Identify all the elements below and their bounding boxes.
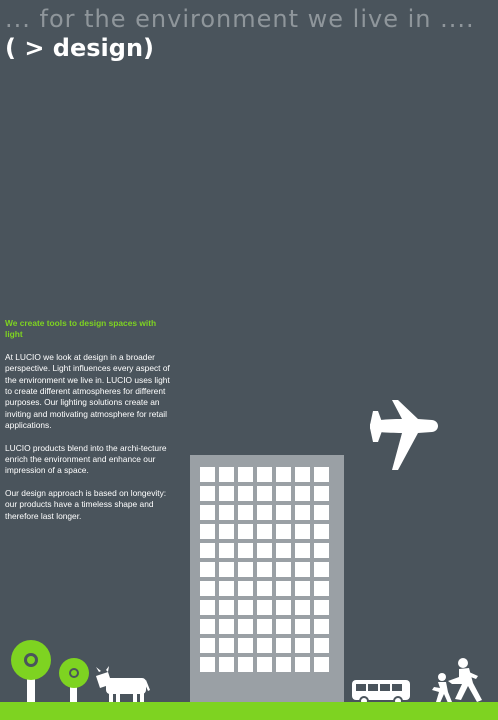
building-window xyxy=(238,581,253,596)
building-window xyxy=(314,619,329,634)
building-window xyxy=(257,505,272,520)
building-window xyxy=(200,638,215,653)
building-window xyxy=(314,600,329,615)
airplane-icon xyxy=(370,400,438,470)
building-window xyxy=(276,581,291,596)
building-window xyxy=(257,562,272,577)
intro-paragraph-3: Our design approach is based on longevity: our products have a timeless shape and therefore last longer. xyxy=(5,487,167,521)
building-window xyxy=(314,505,329,520)
building-window xyxy=(295,638,310,653)
building-window xyxy=(219,657,234,672)
building-window xyxy=(257,581,272,596)
building-window xyxy=(257,524,272,539)
building-window xyxy=(219,562,234,577)
building-window xyxy=(200,562,215,577)
building-window xyxy=(295,467,310,482)
bus-icon xyxy=(352,680,410,705)
cow-icon xyxy=(96,666,150,704)
building-window xyxy=(219,505,234,520)
building-window xyxy=(257,657,272,672)
building-window xyxy=(200,543,215,558)
building-window xyxy=(238,467,253,482)
intro-paragraph-2: LUCIO products blend into the archi-tecture enrich the environment and enhance our impression of a space. xyxy=(5,442,167,476)
building-window xyxy=(314,486,329,501)
building-window xyxy=(276,524,291,539)
building-window xyxy=(295,600,310,615)
building-window xyxy=(238,486,253,501)
building-window xyxy=(200,581,215,596)
building-window xyxy=(238,505,253,520)
building-window xyxy=(314,657,329,672)
building-window xyxy=(276,600,291,615)
building-window xyxy=(257,638,272,653)
building-window xyxy=(257,467,272,482)
building-window xyxy=(295,657,310,672)
building-window xyxy=(200,619,215,634)
subheadline: ( > design) xyxy=(5,34,154,62)
ground xyxy=(0,702,498,720)
building-window xyxy=(219,600,234,615)
tree-icon xyxy=(11,640,51,705)
building-window xyxy=(219,638,234,653)
building-window xyxy=(200,467,215,482)
building-window xyxy=(314,543,329,558)
building-window xyxy=(238,524,253,539)
building-window xyxy=(238,543,253,558)
building-window xyxy=(219,524,234,539)
building-window xyxy=(276,638,291,653)
building-window xyxy=(276,562,291,577)
building-window xyxy=(276,486,291,501)
building-window xyxy=(276,467,291,482)
building-window xyxy=(219,486,234,501)
building-icon xyxy=(190,455,344,705)
building-window xyxy=(276,505,291,520)
building-window xyxy=(276,619,291,634)
building-window xyxy=(200,600,215,615)
building-window xyxy=(200,524,215,539)
building-window xyxy=(295,524,310,539)
building-window xyxy=(257,619,272,634)
building-window xyxy=(257,486,272,501)
building-window xyxy=(276,543,291,558)
intro-lead: We create tools to design spaces with light xyxy=(5,318,157,340)
building-window xyxy=(295,581,310,596)
building-window xyxy=(257,600,272,615)
tree-icon xyxy=(59,658,89,705)
building-window xyxy=(200,657,215,672)
building-window xyxy=(238,600,253,615)
building-window xyxy=(238,562,253,577)
building-window xyxy=(200,505,215,520)
building-window xyxy=(314,562,329,577)
building-window xyxy=(219,543,234,558)
building-window xyxy=(219,581,234,596)
building-window xyxy=(295,562,310,577)
headline: ... for the environment we live in .... xyxy=(5,5,475,33)
building-window xyxy=(295,505,310,520)
building-window xyxy=(219,467,234,482)
building-window xyxy=(257,543,272,558)
intro-paragraph-1: At LUCIO we look at design in a broader perspective. Light influences every aspect of the environment we live in. LUCIO uses light to create different atmospheres for different purposes. Our lighting solutions create an inviting and motivating atmosphere for retail applications. xyxy=(5,351,170,431)
building-window xyxy=(276,657,291,672)
building-window xyxy=(238,619,253,634)
building-window xyxy=(238,657,253,672)
building-window xyxy=(295,486,310,501)
building-window xyxy=(219,619,234,634)
building-window xyxy=(295,543,310,558)
building-window xyxy=(314,638,329,653)
building-window xyxy=(238,638,253,653)
building-window xyxy=(200,486,215,501)
running-family-icon xyxy=(432,658,482,703)
building-window xyxy=(314,467,329,482)
building-window xyxy=(295,619,310,634)
building-window xyxy=(314,581,329,596)
building-window xyxy=(314,524,329,539)
